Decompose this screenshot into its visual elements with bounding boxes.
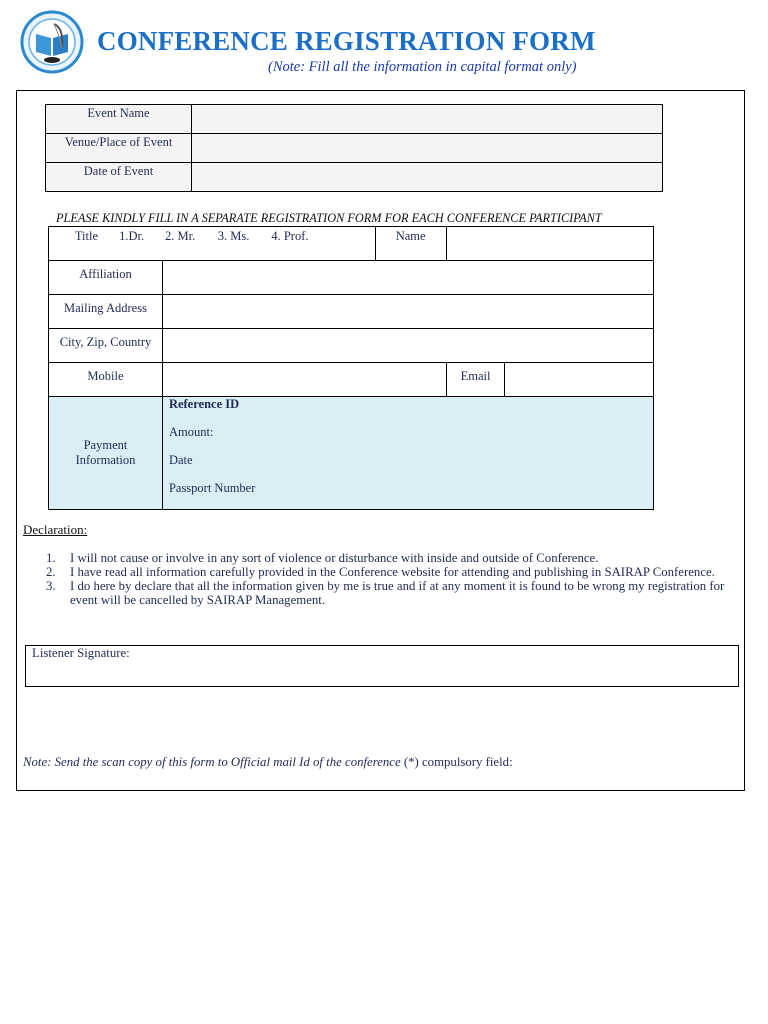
event-name-field[interactable] [192,105,663,134]
table-row [49,227,654,261]
email-label: Email [446,363,505,397]
title-options[interactable] [49,227,376,261]
list-item [24,579,742,607]
form-title: CONFERENCE REGISTRATION FORM [97,26,596,56]
table-row [49,295,654,329]
event-details-table [45,104,663,192]
mailing-address-label: Mailing Address [49,295,163,329]
amount-label: Amount: [168,425,214,439]
title-option-dr[interactable]: 1.Dr. [119,229,145,243]
footer-note [23,755,513,770]
city-zip-country-label: City, Zip, Country [49,329,163,363]
table-row [46,163,663,192]
mobile-label: Mobile [49,363,163,397]
table-row [49,329,654,363]
listener-signature-field[interactable] [25,645,739,687]
event-date-label: Date of Event [46,163,192,192]
payment-label-line2: Information [75,453,136,467]
separate-form-instruction: PLEASE KINDLY FILL IN A SEPARATE REGISTRATION FORM FOR EACH CONFERENCE PARTICIPANT [56,211,602,225]
declaration-text: I do here by declare that all the information given by me is true and if at any moment it is found to be wrong my registration for event will be cancelled by SAIRAP Management. [70,579,725,607]
payment-info-label [49,397,163,510]
affiliation-label: Affiliation [49,261,163,295]
passport-number-label: Passport Number [168,481,256,495]
event-date-field[interactable] [192,163,663,192]
email-field[interactable] [505,363,654,397]
capital-format-note: (Note: Fill all the information in capital format only) [268,59,577,75]
participant-table [48,226,654,510]
mailing-address-field[interactable] [162,295,653,329]
list-number: 3. [46,579,56,593]
payment-info-fields[interactable] [162,397,653,510]
table-row [46,134,663,163]
table-row [49,261,654,295]
title-label: Title [74,229,98,243]
title-option-ms[interactable]: 3. Ms. [217,229,250,243]
signature-label: Listener Signature: [32,646,130,660]
payment-label-line1: Payment [83,438,128,452]
logo-icon [18,10,86,74]
table-row [49,397,654,510]
declaration-text: I will not cause or involve in any sort of violence or disturbance with inside and outside of Conference. [70,551,599,565]
mobile-field[interactable] [162,363,446,397]
title-option-mr[interactable]: 2. Mr. [165,229,196,243]
name-label: Name [375,227,446,261]
name-field[interactable] [446,227,653,261]
declaration-text: I have read all information carefully provided in the Conference website for attending and publishing in SAIRAP Conference. [70,565,715,579]
list-item [24,551,742,565]
declaration-heading: Declaration: [23,522,88,537]
scan-copy-note: Note: Send the scan copy of this form to Official mail Id of the conference [23,755,401,769]
table-row [46,105,663,134]
reference-id-label: Reference ID [168,397,240,411]
affiliation-field[interactable] [162,261,653,295]
table-row [49,363,654,397]
list-number: 1. [46,551,56,565]
venue-label: Venue/Place of Event [46,134,192,163]
event-name-label: Event Name [46,105,192,134]
list-number: 2. [46,565,56,579]
venue-field[interactable] [192,134,663,163]
compulsory-field-note: (*) compulsory field: [400,755,513,769]
list-item [24,565,742,579]
title-option-prof[interactable]: 4. Prof. [271,229,309,243]
city-zip-country-field[interactable] [162,329,653,363]
payment-date-label: Date [168,453,193,467]
declaration-list [24,551,742,607]
